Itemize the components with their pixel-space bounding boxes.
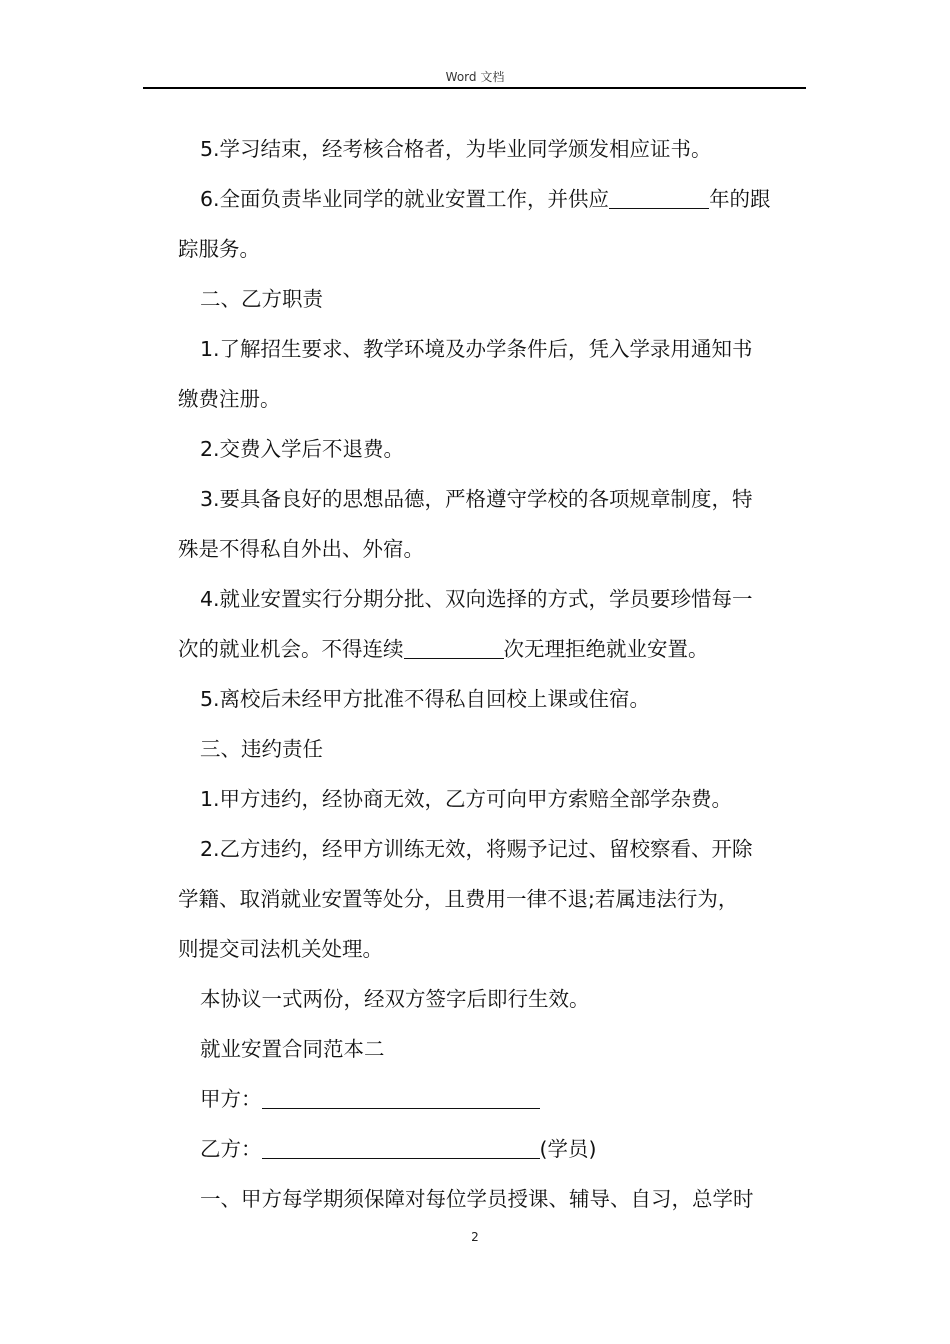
- paragraph-b-clause-3-line2: 殊是不得私自外出、外宿。: [178, 537, 424, 561]
- paragraph-b-clause-1-line2: 缴费注册。: [178, 387, 281, 411]
- paragraph-breach-clause-2-line3: 则提交司法机关处理。: [178, 937, 383, 961]
- document-header-title: Word 文档: [445, 70, 505, 84]
- paragraph-b-clause-5: 5.离校后未经甲方批准不得私自回校上课或住宿。: [200, 687, 651, 711]
- section-heading-party-b-duties: 二、乙方职责: [200, 287, 323, 311]
- paragraph-b-clause-4-line1: 4.就业安置实行分期分批、双向选择的方式，学员要珍惜每一: [200, 587, 753, 611]
- times-blank-field[interactable]: [404, 636, 504, 659]
- paragraph-clause-6-line2: 踪服务。: [178, 237, 260, 261]
- page-number: 2: [471, 1230, 479, 1244]
- paragraph-section-one-party-a-duties: 一、甲方每学期须保障对每位学员授课、辅导、自习，总学时: [200, 1187, 754, 1211]
- party-b-suffix: (学员): [539, 1137, 597, 1161]
- party-b-blank-field[interactable]: [262, 1136, 540, 1159]
- contract-template-two-title: 就业安置合同范本二: [200, 1037, 385, 1061]
- clause-4-text-before-blank: 次的就业机会。不得连续: [178, 637, 404, 661]
- paragraph-b-clause-4-line2: [178, 624, 806, 674]
- paragraph-b-clause-1-line1: 1.了解招生要求、教学环境及办学条件后，凭入学录用通知书: [200, 337, 753, 361]
- years-blank-field[interactable]: [609, 186, 709, 209]
- document-body: [178, 124, 806, 1224]
- paragraph-b-clause-2: 2.交费入学后不退费。: [200, 437, 405, 461]
- clause-6-text-before-blank: 6.全面负责毕业同学的就业安置工作，并供应: [200, 187, 610, 211]
- paragraph-breach-clause-2-line1: 2.乙方违约，经甲方训练无效，将赐予记过、留校察看、开除: [200, 837, 753, 861]
- paragraph-breach-clause-2-line2: 学籍、取消就业安置等处分，且费用一律不退;若属违法行为，: [178, 887, 739, 911]
- paragraph-breach-clause-1: 1.甲方违约，经协商无效，乙方可向甲方索赔全部学杂费。: [200, 787, 733, 811]
- header-rule: [143, 87, 806, 89]
- party-a-line: [178, 1074, 806, 1124]
- paragraph-agreement-effect: 本协议一式两份，经双方签字后即行生效。: [200, 987, 590, 1011]
- clause-6-text-after-blank: 年的跟: [709, 187, 771, 211]
- party-a-blank-field[interactable]: [262, 1086, 540, 1109]
- paragraph-clause-6-line1: [178, 174, 806, 224]
- party-a-label: 甲方：: [200, 1087, 262, 1111]
- clause-4-text-after-blank: 次无理拒绝就业安置。: [503, 637, 709, 661]
- paragraph-b-clause-3-line1: 3.要具备良好的思想品德，严格遵守学校的各项规章制度，特: [200, 487, 753, 511]
- paragraph-clause-5: 5.学习结束，经考核合格者，为毕业同学颁发相应证书。: [200, 137, 712, 161]
- party-b-line: [178, 1124, 806, 1174]
- section-heading-breach-liability: 三、违约责任: [200, 737, 323, 761]
- party-b-label: 乙方：: [200, 1137, 262, 1161]
